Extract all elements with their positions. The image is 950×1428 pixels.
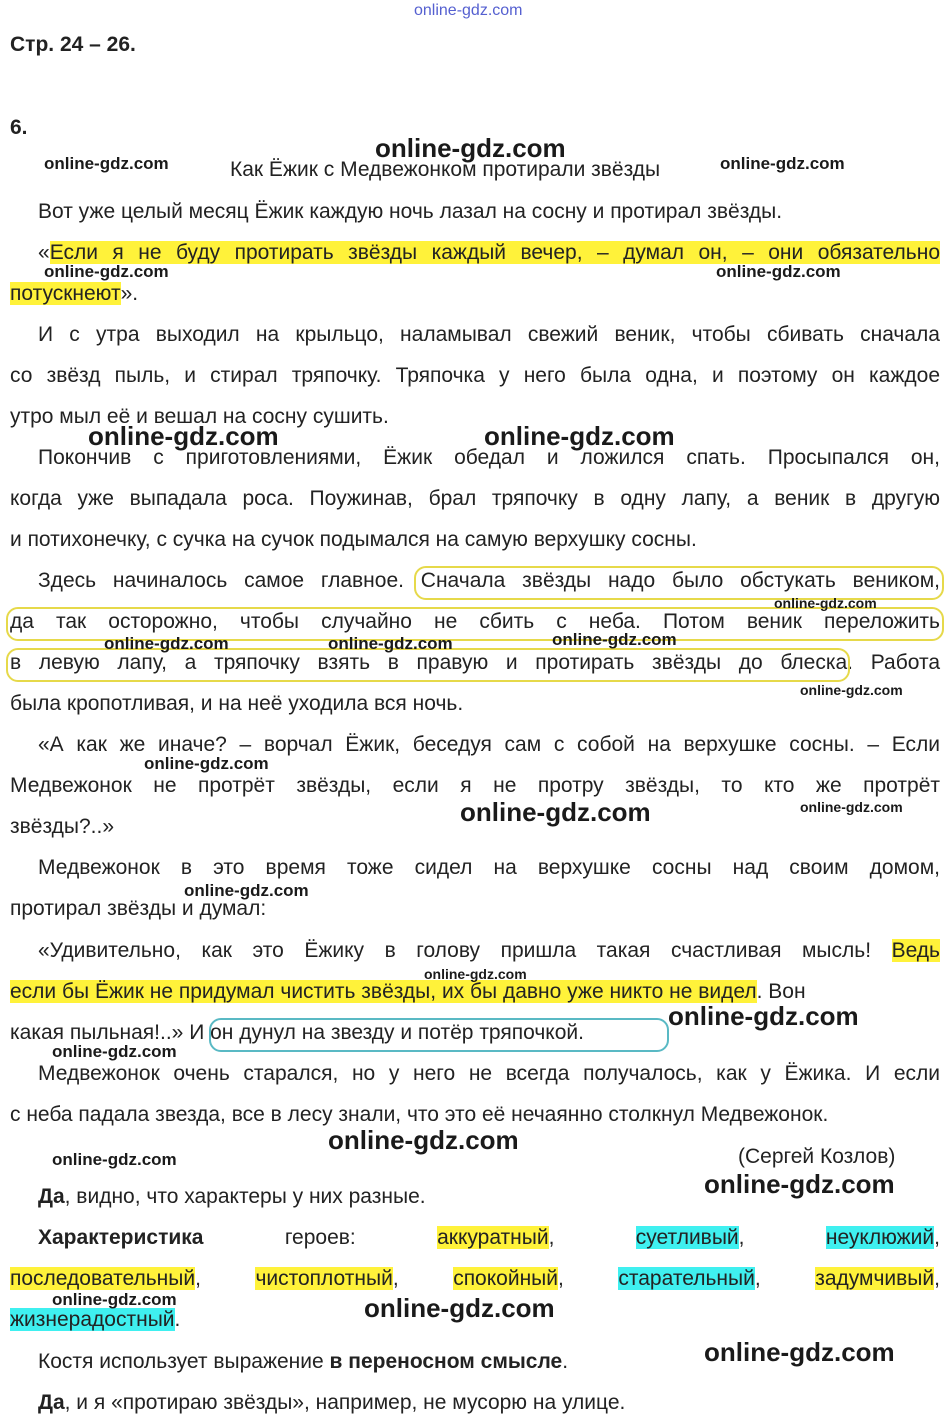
watermark: online-gdz.com	[52, 1290, 177, 1309]
author: (Сергей Козлов)	[738, 1145, 896, 1168]
answer-2-line-3: жизнерадостный.	[10, 1308, 181, 1331]
paragraph-6-line-2: Медвежонок не протрёт звёзды, если я не протру звёзды, то кто же протрёт	[10, 774, 940, 797]
watermark: online-gdz.com	[88, 421, 279, 451]
page-range-heading: Стр. 24 – 26.	[10, 33, 136, 56]
watermark: online-gdz.com	[668, 1001, 859, 1031]
watermark: online-gdz.com	[44, 154, 169, 173]
trait-3: неуклюжий	[825, 1226, 935, 1249]
paragraph-1: Вот уже целый месяц Ёжик каждую ночь лазал на сосну и протирал звёзды.	[38, 200, 783, 223]
paragraph-2-line-2: потускнеют».	[10, 282, 139, 305]
watermark: online-gdz.com	[104, 634, 229, 653]
answer-2-line-2: последовательный, чистоплотный, спокойный, старательный, задумчивый,	[10, 1267, 940, 1290]
answer-4: Да, и я «протираю звёзды», например, не мусорю на улице.	[38, 1391, 626, 1414]
watermark: online-gdz.com	[774, 595, 877, 611]
watermark: online-gdz.com	[364, 1293, 555, 1323]
watermark: online-gdz.com	[375, 133, 566, 163]
paragraph-5-line-4: была кропотливая, и на неё уходила вся ночь.	[10, 692, 464, 715]
trait-1: аккуратный	[437, 1226, 549, 1249]
paragraph-4-line-3: и потихонечку, с сучка на сучок подымался на самую верхушку сосны.	[10, 528, 697, 551]
task-number: 6.	[10, 116, 28, 139]
watermark: online-gdz.com	[552, 630, 677, 649]
paragraph-6-line-3: звёзды?..»	[10, 815, 115, 838]
watermark: online-gdz.com	[720, 154, 845, 173]
watermark-top: online-gdz.com	[414, 2, 523, 19]
paragraph-3-line-3: утро мыл её и вешал на сосну сушить.	[10, 405, 389, 428]
watermark: online-gdz.com	[52, 1042, 177, 1061]
watermark: online-gdz.com	[484, 421, 675, 451]
watermark: online-gdz.com	[460, 797, 651, 827]
watermark: online-gdz.com	[704, 1169, 895, 1199]
paragraph-5-line-1: Здесь начиналось самое главное. Сначала звёзды надо было обстукать веником,	[38, 569, 940, 592]
paragraph-7-line-1: Медвежонок в это время тоже сидел на верхушке сосны над своим домом,	[38, 856, 940, 879]
watermark: online-gdz.com	[328, 1125, 519, 1155]
trait-4: последовательный	[10, 1267, 196, 1290]
trait-6: спокойный	[453, 1267, 558, 1290]
answer-2-line-1: Характеристика героев: аккуратный, суетливый, неуклюжий,	[38, 1226, 940, 1249]
watermark: online-gdz.com	[52, 1150, 177, 1169]
watermark: online-gdz.com	[144, 754, 269, 773]
paragraph-8-line-3: какая пыльная!..» И он дунул на звезду и потёр тряпочкой.	[10, 1021, 584, 1044]
circled-phrase-blue: И он дунул на звезду и потёр тряпочкой.	[189, 1021, 584, 1044]
watermark: online-gdz.com	[704, 1337, 895, 1367]
paragraph-8-line-1: «Удивительно, как это Ёжику в голову пришла такая счастливая мысль! Ведь	[38, 939, 940, 962]
highlight-quote: Если я не буду протирать звёзды каждый вечер, – думал он, – они обязательно	[49, 241, 940, 264]
highlight-sentence: если бы Ёжик не придумал чистить звёзды, их бы давно уже никто не видел	[10, 980, 757, 1003]
paragraph-5-line-2: да так осторожно, чтобы случайно не сбить с неба. Потом веник переложить	[10, 610, 940, 633]
paragraph-3-line-1: И с утра выходил на крыльцо, наламывал свежий веник, чтобы сбивать сначала	[38, 323, 940, 346]
circled-phrase-part-1: Сначала звёзды надо было обстукать веником,	[420, 569, 940, 592]
paragraph-3-line-2: со звёзд пыль, и стирал тряпочку. Тряпочка у него была одна, и поэтому он каждое	[10, 364, 940, 387]
paragraph-6-line-1: «А как же иначе? – ворчал Ёжик, беседуя сам с собой на верхушке сосны. – Если	[38, 733, 940, 756]
watermark: online-gdz.com	[424, 966, 527, 982]
watermark: online-gdz.com	[184, 881, 309, 900]
paragraph-7-line-2: протирал звёзды и думал:	[10, 897, 267, 920]
story-title: Как Ёжик с Медвежонком протирали звёзды	[230, 158, 661, 181]
trait-2: суетливый	[635, 1226, 739, 1249]
paragraph-5-line-3: в левую лапу, а тряпочку взять в правую и протирать звёзды до блеска. Работа	[10, 651, 940, 674]
highlight-quote-end: потускнеют	[10, 282, 121, 305]
paragraph-4-line-2: когда уже выпадала роса. Поужинав, брал тряпочку в одну лапу, а веник в другую	[10, 487, 940, 510]
trait-5: чистоплотный	[255, 1267, 393, 1290]
highlight-vedj: Ведь	[891, 939, 940, 962]
paragraph-2-line-1: «Если я не буду протирать звёзды каждый вечер, – думал он, – они обязательно	[38, 241, 940, 264]
paragraph-9-line-2: с неба падала звезда, все в лесу знали, что это её нечаянно столкнул Медвежонок.	[10, 1103, 829, 1126]
paragraph-8-line-2: если бы Ёжик не придумал чистить звёзды, их бы давно уже никто не видел. Вон	[10, 980, 806, 1003]
watermark: online-gdz.com	[800, 799, 903, 815]
circled-phrase-part-3: в левую лапу, а тряпочку взять в правую и протирать звёзды до блеска.	[10, 651, 854, 674]
watermark: online-gdz.com	[800, 682, 903, 698]
answer-3: Костя использует выражение в переносном смысле.	[38, 1350, 569, 1373]
trait-9: жизнерадостный	[10, 1308, 175, 1331]
answer-1: Да, видно, что характеры у них разные.	[38, 1185, 426, 1208]
paragraph-4-line-1: Покончив с приготовлениями, Ёжик обедал и ложился спать. Просыпался он,	[38, 446, 940, 469]
watermark: online-gdz.com	[44, 262, 169, 281]
watermark: online-gdz.com	[716, 262, 841, 281]
paragraph-9-line-1: Медвежонок очень старался, но у него не всегда получалось, как у Ёжика. И если	[38, 1062, 940, 1085]
watermark: online-gdz.com	[328, 634, 453, 653]
trait-7: старательный	[618, 1267, 755, 1290]
trait-8: задумчивый	[815, 1267, 935, 1290]
